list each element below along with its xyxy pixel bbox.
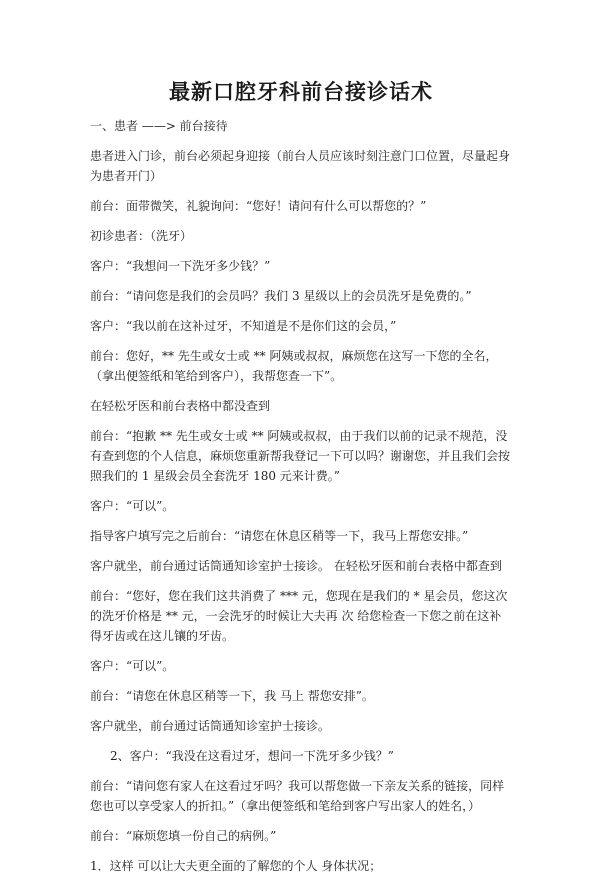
section-heading: 一、患者 ——> 前台接待 [90,119,228,133]
paragraph: 前台：“请您在休息区稍等一下，我 马上 帮您安排”。 [90,689,374,703]
paragraph: 前台：“您好，您在我们这共消费了 *** 元，您现在是我们的 * 星会员，您这次的洗牙价格是 ** 元，一会洗牙的时候让大夫再 次 给您检查一下您之前在这补得牙齿或在这儿镶的牙齿。 [90,589,508,643]
paragraph: 初诊患者：（洗牙） [90,229,193,243]
paragraph: 前台：您好，** 先生或女士或 ** 阿姨或叔叔，麻烦您在这写一下您的全名，（拿出便签纸和笔给到客户），我帮您查一下”。 [90,349,498,383]
paragraph: 客户：“我以前在这补过牙，不知道是不是你们这的会员，” [90,319,397,333]
paragraph: 前台：“抱歉 ** 先生或女士或 ** 阿姨或叔叔，由于我们以前的记录不规范，没有查到您的个人信息，麻烦您重新帮我登记一下可以吗？谢谢您，并且我们会按照我们的 1 星级会员全套洗牙 180 元来计费。” [90,429,511,483]
paragraph: 客户就坐，前台通过话筒通知诊室护士接诊。 在轻松牙医和前台表格中都查到 [90,559,502,573]
paragraph: 客户：“我想问一下洗牙多少钱？” [90,259,271,273]
paragraph: 前台：面带微笑，礼貌询问：“您好！请问有什么可以帮您的？” [90,199,427,213]
numbered-paragraph: 2、客户：“我没在这看过牙，想问一下洗牙多少钱？” [110,749,394,763]
paragraph: 客户就坐，前台通过话筒通知诊室护士接诊。 [90,719,331,733]
paragraph: 指导客户填写完之后前台：“请您在休息区稍等一下，我马上帮您安排。” [90,529,469,543]
paragraph: 客户：“可以”。 [90,499,175,513]
paragraph: 在轻松牙医和前台表格中都没查到 [90,399,271,413]
list-item: 1．这样 可以让大夫更全面的了解您的个人 身体状况； [90,859,382,873]
paragraph: 患者进入门诊，前台必须起身迎接（前台人员应该时刻注意门口位置，尽量起身为患者开门） [90,149,511,183]
document-title: 最新口腔牙科前台接诊话术 [169,79,433,104]
paragraph: 客户：“可以”。 [90,659,175,673]
paragraph: 前台：“麻烦您填一份自己的病例。” [90,829,277,843]
paragraph: 前台：“请问您有家人在这看过牙吗？我可以帮您做一下亲友关系的链接，同样您也可以享受家人的折扣。”（拿出便签纸和笔给到客户写出家人的姓名，） [90,779,505,813]
paragraph: 前台：“请问您是我们的会员吗？我们 3 星级以上的会员洗牙是免费的。” [90,289,472,303]
